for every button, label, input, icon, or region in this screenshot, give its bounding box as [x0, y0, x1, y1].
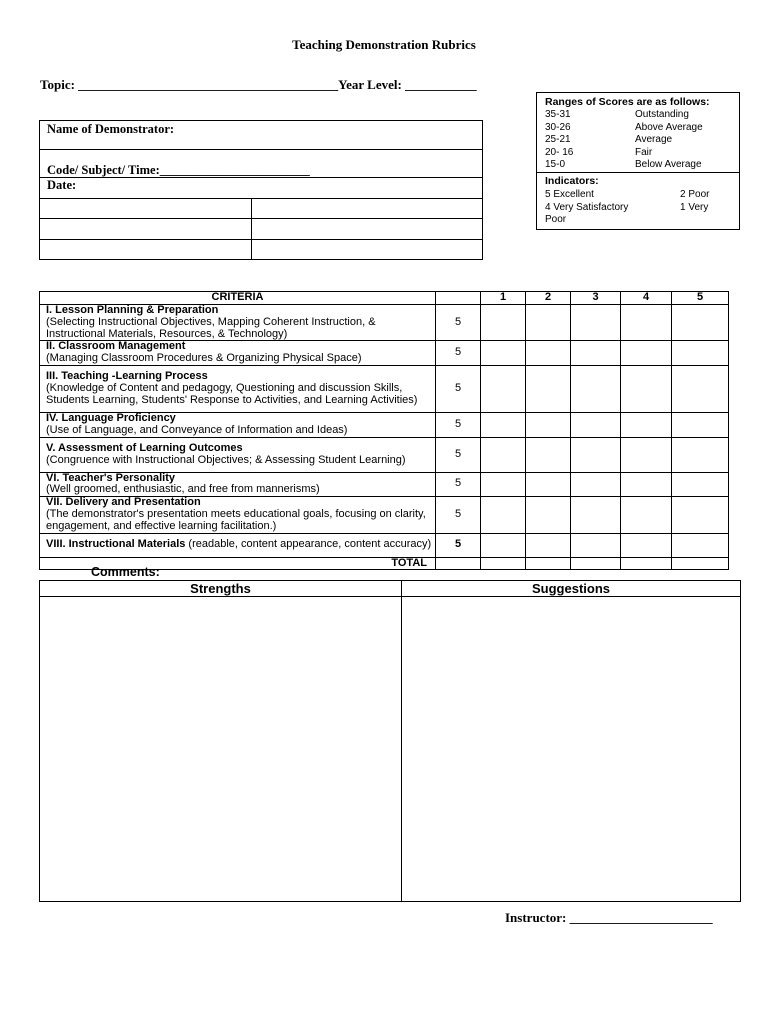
score-cell-4[interactable] — [621, 437, 672, 472]
code-subject-time-label: Code/ Subject/ Time:________________________ — [47, 163, 310, 177]
criterion-cell — [40, 472, 436, 497]
criterion-cell — [40, 412, 436, 437]
divider — [40, 149, 482, 150]
score-cell-4[interactable] — [621, 533, 672, 557]
range-value: 30-26 — [545, 121, 571, 133]
criterion-description: (The demonstrator's presentation meets educational goals, focusing on clarity, engagement, and effective learning facilitation.) — [46, 507, 426, 532]
criterion-cell — [40, 305, 436, 341]
range-value: 35-31 — [545, 109, 571, 120]
criteria-table — [39, 291, 729, 570]
suggestions-header: Suggestions — [531, 581, 610, 596]
total-cell-5[interactable] — [672, 557, 729, 570]
table-row — [40, 497, 729, 533]
score-cell-1[interactable] — [481, 412, 526, 437]
score-cell-4[interactable] — [621, 472, 672, 497]
indicator-left: 4 Very Satisfactory — [545, 202, 629, 213]
score-cell-2[interactable] — [526, 497, 571, 533]
max-score: 5 — [436, 305, 481, 341]
table-row — [40, 341, 729, 366]
range-row — [545, 134, 672, 145]
header-divider — [40, 596, 740, 597]
divider — [537, 172, 739, 173]
table-header-row — [40, 292, 729, 305]
total-cell-1[interactable] — [481, 557, 526, 570]
demonstrator-info-box — [39, 120, 483, 260]
table-row — [40, 305, 729, 341]
score-cell-3[interactable] — [571, 412, 621, 437]
criterion-title: I. Lesson Planning & Preparation — [46, 304, 219, 316]
table-row — [40, 533, 729, 557]
score-cell-2[interactable] — [526, 365, 571, 412]
indicator-row — [545, 214, 680, 225]
max-score: 5 — [436, 365, 481, 412]
criterion-description: (Well groomed, enthusiastic, and free from mannerisms) — [46, 483, 320, 496]
comments-box — [39, 580, 741, 902]
indicator-row — [545, 189, 709, 200]
ranges-title: Ranges of Scores are as follows: — [545, 96, 710, 108]
score-cell-4[interactable] — [621, 305, 672, 341]
score-cell-3[interactable] — [571, 341, 621, 366]
date-label: Date: — [47, 178, 77, 192]
score-cell-2[interactable] — [526, 533, 571, 557]
column-header-score-1: 1 — [481, 292, 526, 305]
criterion-description: (readable, content appearance, content accuracy) — [185, 538, 432, 551]
total-max-cell[interactable] — [436, 557, 481, 570]
score-cell-2[interactable] — [526, 472, 571, 497]
document-title: Teaching Demonstration Rubrics — [292, 37, 476, 52]
divider — [40, 239, 482, 240]
score-cell-3[interactable] — [571, 533, 621, 557]
column-divider — [251, 198, 252, 259]
max-score: 5 — [436, 533, 481, 557]
criterion-cell — [40, 365, 436, 412]
score-cell-5[interactable] — [672, 472, 729, 497]
max-score: 5 — [436, 437, 481, 472]
criterion-title: II. Classroom Management — [46, 340, 186, 353]
score-cell-3[interactable] — [571, 305, 621, 341]
indicator-right: 2 Poor — [680, 189, 710, 200]
total-cell-3[interactable] — [571, 557, 621, 570]
column-header-criteria: CRITERIA — [40, 292, 436, 305]
divider — [40, 218, 482, 219]
indicator-left: 5 Excellent — [545, 189, 594, 200]
indicators-title: Indicators: — [545, 175, 599, 187]
score-cell-4[interactable] — [621, 412, 672, 437]
criterion-title: VI. Teacher's Personality — [46, 471, 175, 484]
score-cell-5[interactable] — [672, 497, 729, 533]
score-cell-3[interactable] — [571, 497, 621, 533]
criterion-cell — [40, 497, 436, 533]
criterion-title: III. Teaching -Learning Process — [46, 370, 208, 383]
indicator-row — [545, 202, 708, 213]
column-header-score-2: 2 — [526, 292, 571, 305]
range-value: 15-0 — [545, 159, 566, 170]
indicator-right: 1 Very — [680, 202, 709, 213]
criterion-description: (Selecting Instructional Objectives, Mapping Coherent Instruction, & Instructional Materials, Resources, & Technology) — [46, 315, 376, 340]
score-cell-1[interactable] — [481, 437, 526, 472]
max-score: 5 — [436, 497, 481, 533]
range-label: Below Average — [635, 159, 702, 170]
criterion-description: (Use of Language, and Conveyance of Information and Ideas) — [46, 423, 348, 436]
comments-label: Comments: — [91, 565, 160, 579]
range-row — [545, 159, 702, 170]
table-row — [40, 365, 729, 412]
range-row — [545, 147, 652, 158]
score-cell-4[interactable] — [621, 341, 672, 366]
max-score: 5 — [436, 341, 481, 366]
table-row — [40, 472, 729, 497]
column-header-score-4: 4 — [621, 292, 672, 305]
score-cell-5[interactable] — [672, 412, 729, 437]
divider — [40, 198, 482, 199]
table-row — [40, 412, 729, 437]
total-cell-2[interactable] — [526, 557, 571, 570]
criterion-title: VII. Delivery and Presentation — [46, 496, 201, 509]
score-cell-4[interactable] — [621, 365, 672, 412]
score-cell-1[interactable] — [481, 533, 526, 557]
column-header-max — [436, 292, 481, 305]
range-row — [545, 122, 703, 133]
range-label: Above Average — [635, 121, 703, 133]
score-cell-2[interactable] — [526, 305, 571, 341]
max-score: 5 — [436, 412, 481, 437]
criterion-title: IV. Language Proficiency — [46, 411, 176, 424]
table-row — [40, 437, 729, 472]
total-label: TOTAL — [40, 557, 436, 570]
column-header-score-5: 5 — [672, 292, 729, 305]
score-cell-3[interactable] — [571, 472, 621, 497]
instructor-signature-line: Instructor: ______________________ — [505, 910, 713, 925]
score-cell-1[interactable] — [481, 365, 526, 412]
score-cell-2[interactable] — [526, 341, 571, 366]
range-label: Outstanding — [635, 109, 689, 120]
range-label: Average — [635, 134, 673, 145]
score-cell-3[interactable] — [571, 365, 621, 412]
criterion-cell — [40, 437, 436, 472]
score-cell-2[interactable] — [526, 437, 571, 472]
indicator-left: Poor — [545, 214, 567, 225]
criterion-title: V. Assessment of Learning Outcomes — [46, 441, 243, 454]
score-ranges-box — [536, 92, 740, 230]
criterion-cell — [40, 341, 436, 366]
range-row — [545, 109, 689, 120]
topic-year-level-line: Topic: ________________________________________Year Level: ___________ — [40, 77, 477, 92]
criterion-description: (Managing Classroom Procedures & Organizing Physical Space) — [46, 352, 362, 365]
total-cell-4[interactable] — [621, 557, 672, 570]
name-of-demonstrator-label: Name of Demonstrator: — [47, 122, 175, 136]
score-cell-3[interactable] — [571, 437, 621, 472]
score-cell-5[interactable] — [672, 437, 729, 472]
strengths-header: Strengths — [190, 581, 251, 596]
column-divider — [401, 581, 402, 901]
score-cell-1[interactable] — [481, 472, 526, 497]
score-cell-5[interactable] — [672, 365, 729, 412]
score-cell-2[interactable] — [526, 412, 571, 437]
score-cell-5[interactable] — [672, 341, 729, 366]
criterion-cell — [40, 533, 436, 557]
range-label: Fair — [635, 146, 653, 158]
criterion-title: VIII. Instructional Materials — [46, 538, 186, 551]
score-cell-1[interactable] — [481, 497, 526, 533]
criterion-description: (Knowledge of Content and pedagogy, Questioning and discussion Skills, Students Learning, Students' Response to Activities, and Learning Activities) — [46, 382, 418, 406]
column-header-score-3: 3 — [571, 292, 621, 305]
score-cell-5[interactable] — [672, 305, 729, 341]
range-value: 20- 16 — [545, 146, 574, 158]
score-cell-5[interactable] — [672, 533, 729, 557]
divider — [40, 177, 482, 178]
score-cell-1[interactable] — [481, 341, 526, 366]
score-cell-1[interactable] — [481, 305, 526, 341]
criterion-description: (Congruence with Instructional Objectives; & Assessing Student Learning) — [46, 453, 406, 466]
max-score: 5 — [436, 472, 481, 497]
score-cell-4[interactable] — [621, 497, 672, 533]
range-value: 25-21 — [545, 134, 571, 145]
